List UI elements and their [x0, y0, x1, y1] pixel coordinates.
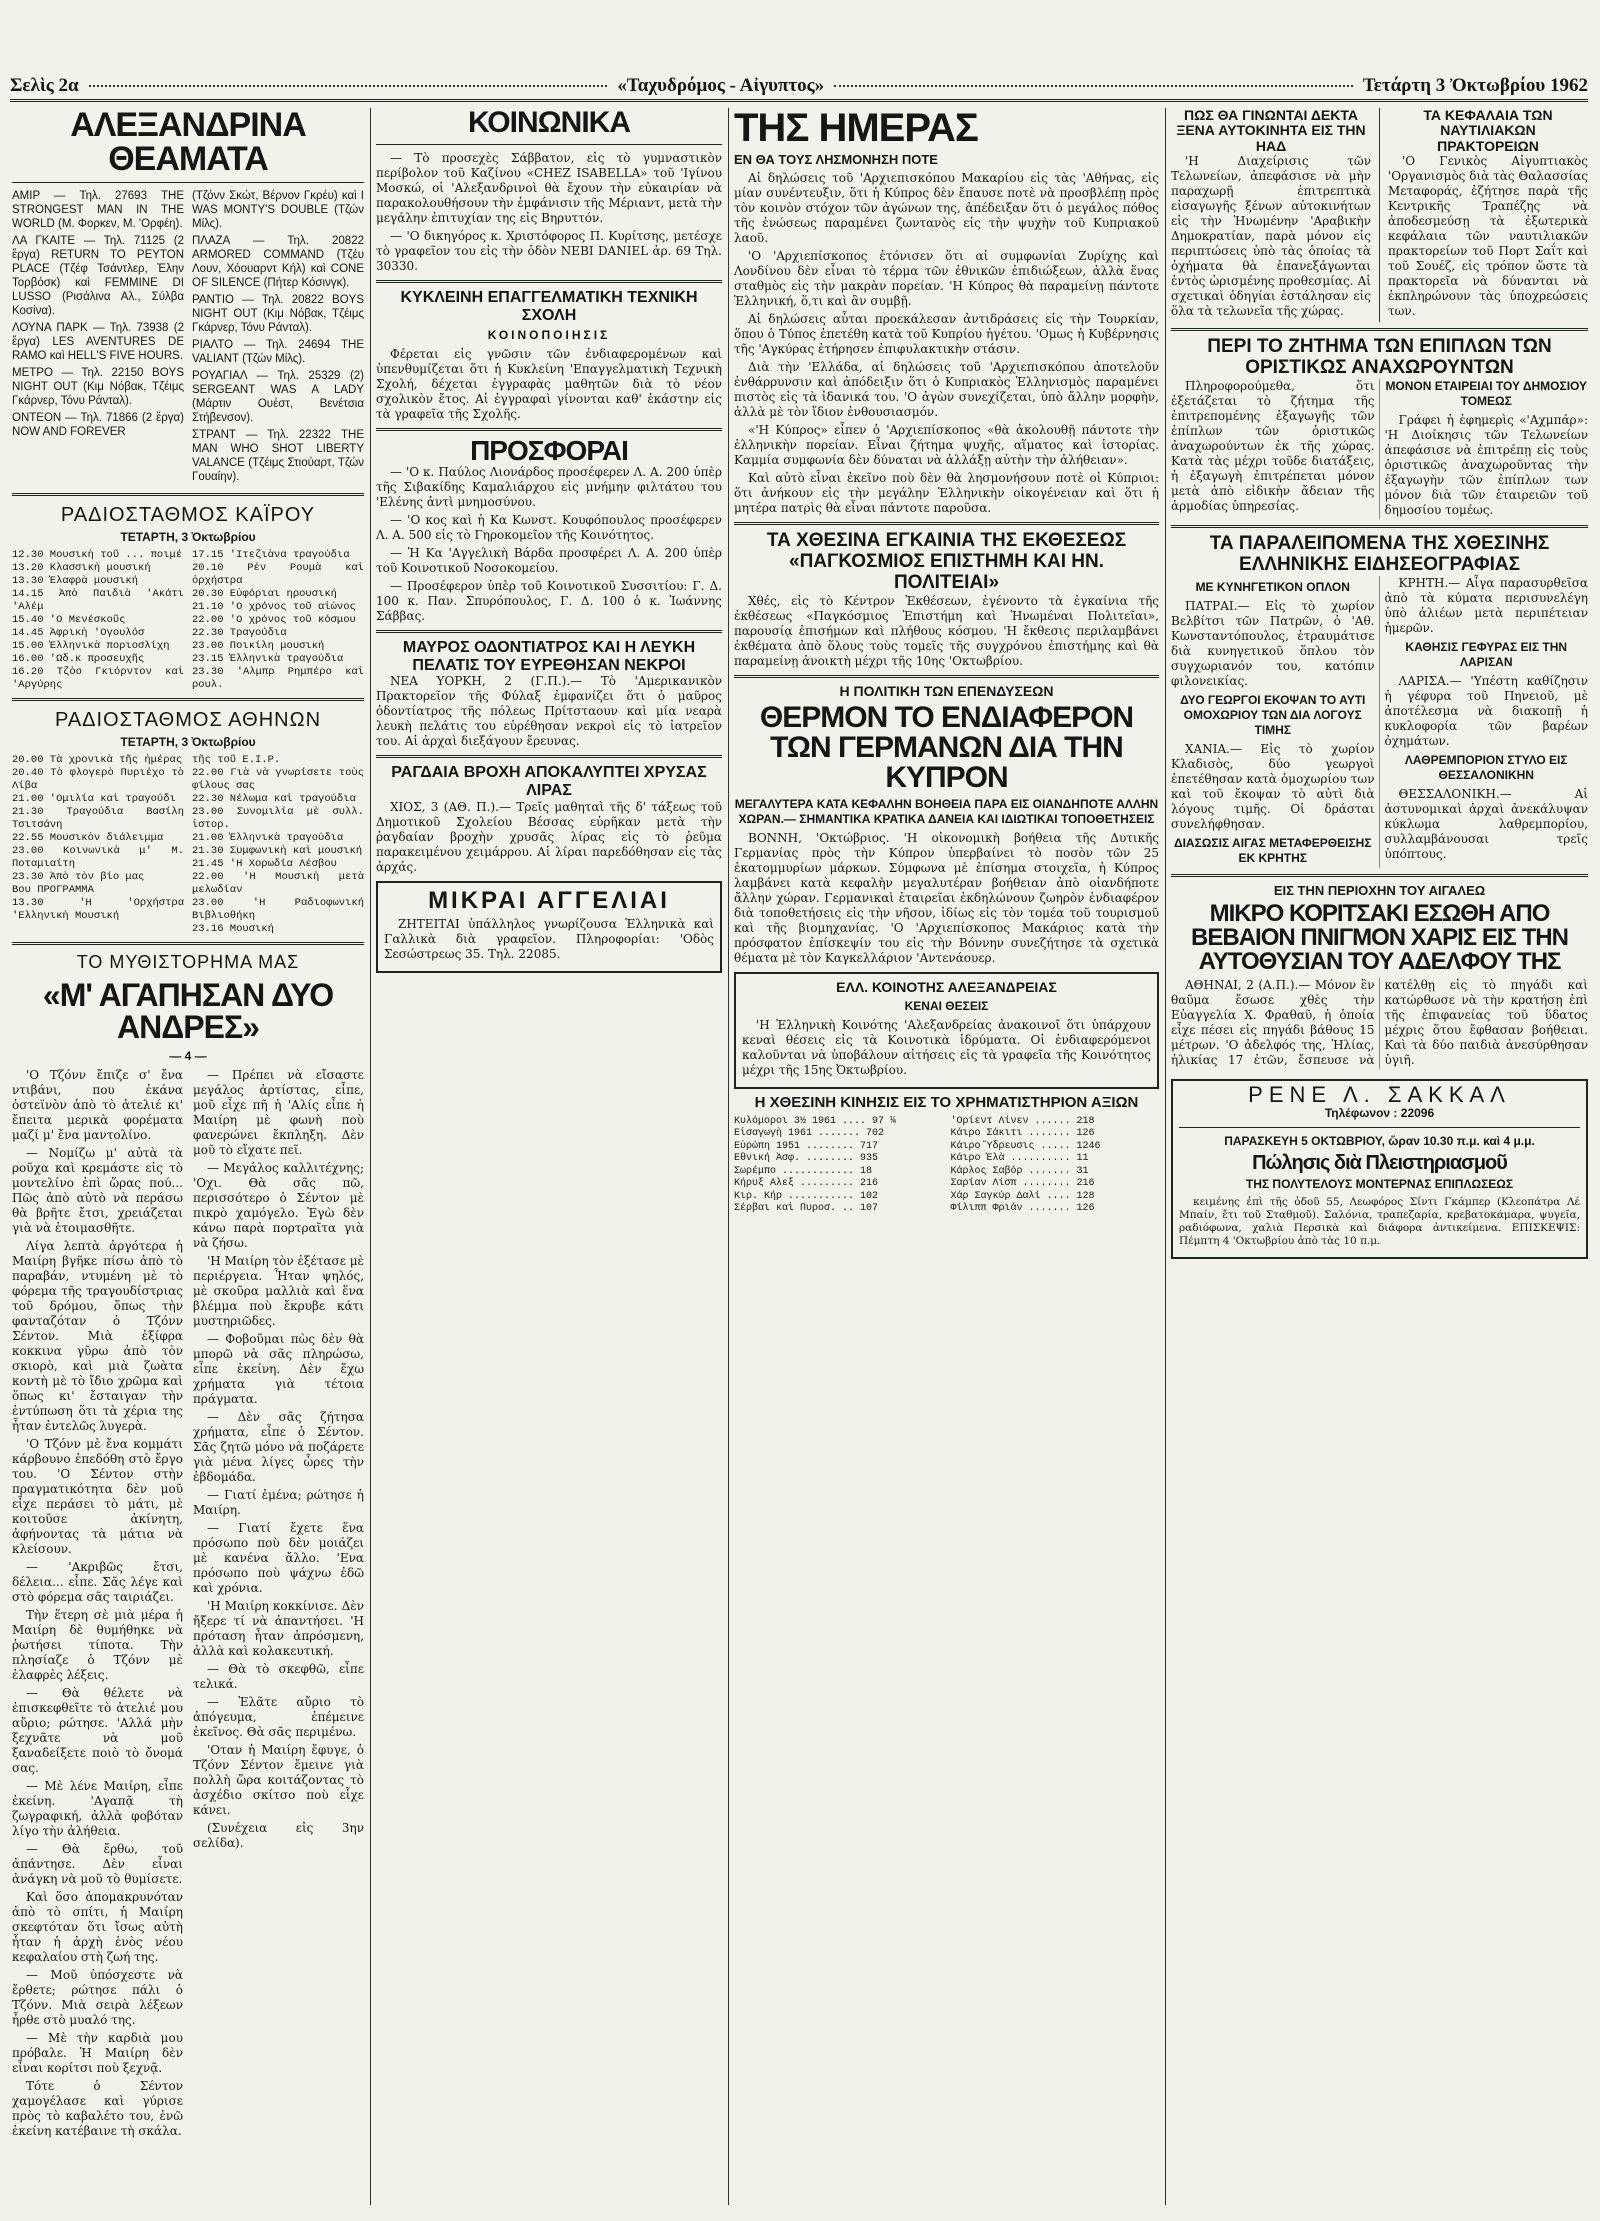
offer-item: — Προσέφερον ὑπὲρ τοῦ Κοινοτικοῦ Συσσιτίου: Γ. Δ. 100 κ. Παν. Σπυρόπουλος, Γ. Δ. 100 ὁ κ. Ἰωάννης Σάββας.: [376, 579, 722, 624]
press-item-heading: ΔΥΟ ΓΕΩΡΓΟΙ ΕΚΟΨΑΝ ΤΟ ΑΥΤΙ ΟΜΟΧΩΡΙΟΥ ΤΩΝ ΔΙΑ ΛΟΓΟΥΣ ΤΙΜΗΣ: [1180, 693, 1366, 738]
cinema-listing: (Τζόνν Σκώτ, Βέρνον Γκρέυ) καὶ I WAS MONTY'S DOUBLE (Τζών Μίλς).: [192, 190, 364, 230]
cinema-list-right: [192, 189, 364, 487]
offer-item: — 'Ο κος καὶ ἡ Κα Κωνστ. Κουφόπουλος προσέφερεν Λ. Α. 500 εἰς τὸ Γηροκομεῖον τῆς Κοινότητος.: [376, 513, 722, 543]
offer-item: — 'Ο κ. Παύλος Λιονάρδος προσέφερεν Λ. Α. 200 ὑπὲρ τῆς Σιβακίδης Καμαλιάρχου εἰς μνήμην φιλτάτου του 'Ελένης ἀντὶ μνημοσύνου.: [376, 465, 722, 510]
editorial-title: ΤΗΣ ΗΜΕΡΑΣ: [734, 108, 978, 150]
editorial-paragraph: Διὰ τὴν 'Ελλάδα, αἱ δηλώσεις τοῦ 'Αρχιεπισκόπου ἀποτελοῦν ἐνθάρρυνσιν καὶ ἀπόδειξιν ὅτι ὁ Κυπριακὸς Ἑλληνισμὸς παραμένει πιστὸς εἰς τὰ ἰδανικά του. 'Ο ἀγὼν συνεχίζεται, ὑπὸ ἄλλην μορφὴν, ἀλλὰ μὲ τὸν ἴδιον ἐνθουσιασμόν.: [734, 360, 1159, 419]
serial-paragraph: 'Ο Τζόνν ἔπιζε σ' ἔνα ντιβάνι, που ἐκάνα ὀστεϊνὸν ἀπὸ τὸ ἀτελιέ κι' ἔπειτα μερικὰ φορέματα μαζί μ' ἔνα μαντολίνο.: [12, 1067, 183, 1142]
cars-paragraph: 'Η Διαχείρισις τῶν Τελωνείων, ἀπεφάσισε νὰ μὴν παραχωρῇ ἐπιτρεπτικὰ εἰσαγωγῆς ξένων αὐτοκινήτων εἰς τὴν Ἡνωμένην 'Αραβικὴν Δημοκρατίαν, παρὰ μόνον εἰς περιπτώσεις ὑπὸ τὰς ὁποίας τὰ ὀχήματα θὰ ἐπανεξάγωνται ἐντὸς ὡρισμένης προθεσμίας. Αἱ σχετικαὶ ὁδηγίαι ἐστάλησαν εἰς ὅλα τὰ τελωνεῖα τῆς χώρας.: [1171, 154, 1371, 319]
serial-paragraph: — Γιατί ἔχετε ἕνα πρόσωπο ποὺ δὲν μοιάζει μὲ κανένα ἄλλο. 'Ενα πρόσωπο ποὺ ψάχνω ἐδῶ καὶ χρόνια.: [193, 1520, 364, 1595]
dentist-text: [376, 674, 722, 749]
column-rule: [728, 108, 729, 2205]
capital-text: [1388, 154, 1588, 319]
divider: [734, 675, 1159, 678]
press-item-heading: ΛΑΘΡΕΜΠΟΡΙΟΝ ΣΤΥΛΟ ΕΙΣ ΘΕΣΣΑΛΟΝΙΚΗΝ: [1404, 753, 1568, 783]
stocks-table: Κυλόμοροι 3½ 1961 .... 97 ¼ Εἰσαγωγὴ 1961 ....... 702 Εὐρώπη 1951 ........ 717 Ἐθνική Ἀσφ. ........ 935 Σωρέμπο ............ 18 Κήρυξ Αλεξ ......... 216 Κιρ. Κήρ ........... 102 Σέρβαι καὶ Πυροσ. .. 107 'Ορίεντ Λίνεν ...... 218 Κάιρο Σάκιτι ....... 126 Κάιρο Ὕδρευσις ..... 1246 Κάιρο Ἐλὰ .......... 11 Κάρλος Σαβόρ ....... 31 Σαρίαν Λίσπ ........ 216 Χάρ Σαγκύρ Δαλί .... 128 Φίλιππ Φριάν ....... 126: [734, 1115, 1101, 1215]
furniture-subhead: ΜΟΝΟΝ ΕΤΑΙΡΕΙΑΙ ΤΟΥ ΔΗΜΟΣΙΟΥ ΤΟΜΕΩΣ: [1385, 378, 1588, 408]
furniture-body: [1171, 379, 1588, 520]
girl-headline: ΜΙΚΡΟ ΚΟΡΙΤΣΑΚΙ ΕΣΩΘΗ ΑΠΟ ΒΕΒΑΙΟΝ ΠΝΙΓΜΟΝ ΧΑΡΙΣ ΕΙΣ ΤΗΝ ΑΥΤΟΘΥΣΙΑΝ ΤΟΥ ΑΔΕΛΦΟΥ ΤΗΣ: [1191, 899, 1568, 975]
theaters-title: ΑΛΕΞΑΝΔΡΙΝΑ ΘΕΑΜΑΤΑ: [70, 108, 306, 178]
cars-text: [1171, 154, 1371, 319]
editorial-paragraph: Αἱ δηλώσεις τοῦ 'Αρχιεπισκόπου Μακαρίου εἰς τὰς 'Αθήνας, εἰς μίαν συνέντευξιν, ὅτι ἡ Κύπρος δὲν ἔπαυσε ποτὲ νὰ προσβλέπῃ πρὸς τὸν κοινὸν στόχον τῶν ἀγώνων της, ἀπέδειξαν ὅτι ὁ μεγάλος πόθος τῆς ἑνώσεως παραμένει ζωντανὸς εἰς τὴν ψυχὴν τοῦ Κυπριακοῦ λαοῦ.: [734, 171, 1159, 245]
invest-paragraph: ΒΟΝΝΗ, 'Οκτώβριος. 'Η οἰκονομικὴ βοήθεια τῆς Δυτικῆς Γερμανίας πρὸς τὴν Κύπρον ὑπερβαίνει τὸ ποσὸν τῶν 25 ἑκατομμυρίων μάρκων. Σύμφωνα μὲ ἐπίσημα στοιχεῖα, ἡ Κύπρος λαμβάνει κατὰ κεφαλὴν μεγαλυτέραν βοήθειαν ἀπὸ οἱανδήποτε ἄλλην χώραν. Γερμανικαὶ ἑταιρεῖαι ἐκδηλώνουν ζωηρὸν ἐνδιαφέρον διὰ τοποθετήσεις εἰς τὴν νῆσον, ἰδίως εἰς τὸν τομέα τοῦ τουρισμοῦ καὶ τῆς βιομηχανίας. 'Ο 'Αρχιεπίσκοπος Μακάριος κατὰ τὴν πρόσφατον ἐπίσκεψίν του εἰς τὴν Βόννην συνεζήτησε τὰ σχετικὰ θέματα μὲ τὸν Καγκελλάριον 'Αντενάουερ.: [734, 830, 1159, 965]
press-item-heading: ΔΙΑΣΩΣΙΣ ΑΙΓΑΣ ΜΕΤΑΦΕΡΘΕΙΣΗΣ ΕΚ ΚΡΗΤΗΣ: [1173, 836, 1372, 866]
editorial-body: [734, 171, 1159, 516]
serial-paragraph: — Φοβοῦμαι πὼς δὲν θὰ μπορῶ νὰ σᾶς πληρώσω, εἶπε ἐκείνη. Δὲν ἔχω χρήματα γιὰ τέτοια πράγματα.: [193, 1331, 364, 1406]
school-title: ΚΥΚΛΕΙΝΗ ΕΠΑΓΓΕΛΜΑΤΙΚΗ ΤΕΧΝΙΚΗ ΣΧΟΛΗ: [400, 289, 698, 324]
cinema-listing: ΡΙΑΛΤΟ — Τηλ. 24694 THE VALIANT (Τζών Μίλς).: [192, 339, 364, 365]
serial-paragraph: 'Οταν ἡ Μαιίρη ἔφυγε, ὁ Τζόνν Σέντον ἔμεινε γιὰ πολλὴ ὥρα κοιτάζοντας τὸ ἀσχέδιο σκίτσο ποὺ εἶχε κάνει.: [193, 1742, 364, 1817]
column-rule: [1165, 108, 1166, 2205]
serial-section-title: ΤΟ ΜΥΘΙΣΤΟΡΗΜΑ ΜΑΣ: [76, 952, 300, 972]
girl-paragraph: ΑΘΗΝΑΙ, 2 (Α.Π.).— Μόνον ἓν θαῦμα ἔσωσε χθὲς τὴν Εὐαγγελία Χ. Φραθαῦ, ἡ ὁποία εἶχε πέσει εἰς πηγάδι βάθους 15 μέτρων. 'Ο ἀδελφός της, Ἠλίας, ἡλικίας 17 ἐτῶν, ἔσπευσε νὰ κατέλθῃ εἰς τὸ πηγάδι καὶ κατώρθωσε νὰ τὴν κρατήσῃ ἐπὶ τῆς ἐπιφανείας τοῦ ὕδατος μέχρις ὅτου ἔφθασαν βοήθειαι. Καὶ τὰ δύο παιδιὰ ἀνεσύρθησαν ὑγιῆ.: [1171, 977, 1588, 1067]
radio-athens-day: ΤΕΤΑΡΤΗ, 3 Ὀκτωβρίου: [120, 735, 256, 749]
issue-date: Τετάρτη 3 Ὀκτωβρίου 1962: [1362, 74, 1589, 96]
serial-paragraph: — Δὲν σᾶς ζήτησα χρήματα, εἶπε ὁ Σέντον. Σᾶς ζητῶ μόνο νὰ ποζάρετε γιὰ μένα λίγες ὧρες τὴν ἑβδομάδα.: [193, 1409, 364, 1484]
editorial-paragraph: Αἱ δηλώσεις αὗται προεκάλεσαν ἀντιδράσεις εἰς τὴν Τουρκίαν, ὅπου ὁ Τύπος ἐπετέθη κατὰ τοῦ Κυπρίου ἡγέτου. 'Ομως ἡ Κυβέρνησις τῆς 'Αγκύρας ἐτήρησεν ἐπιφυλακτικὴν στάσιν.: [734, 312, 1159, 356]
serial-paragraph: — Μὲ λένε Μαιίρη, εἶπε ἐκείνη. 'Αγαπᾷ τὴ ζωγραφική, ἀλλὰ φοβόταν λίγο τὴν ἀλήθεια.: [12, 1778, 183, 1838]
divider: [12, 942, 364, 945]
divider: [1171, 328, 1588, 331]
rain-headline: ΡΑΓΔΑΙΑ ΒΡΟΧΗ ΑΠΟΚΑΛΥΠΤΕΙ ΧΡΥΣΑΣ ΛΙΡΑΣ: [391, 764, 707, 799]
invest-deck: ΜΕΓΑΛΥΤΕΡΑ ΚΑΤΑ ΚΕΦΑΛΗΝ ΒΟΗΘΕΙΑ ΠΑΡΑ ΕΙΣ ΟΙΑΝΔΗΠΟΤΕ ΑΛΛΗΝ ΧΩΡΑΝ.— ΣΗΜΑΝΤΙΚΑ ΚΡΑΤΙΚΑ ΔΑΝΕΙΑ ΚΑΙ ΙΔΙΩΤΙΚΑΙ ΤΟΠΟΘΕΤΗΣΕΙΣ: [734, 796, 1159, 826]
auction-ad-paragraph: κειμένης ἐπὶ τῆς ὁδοῦ 55, Λεωφόρος Σίντι Γκάμπερ (Κλεοπάτρα Λέ Μπαίν, ἔτι τοῦ Σταθμοῦ). Σαλόνια, τραπεζαρία, κρεβατοκάμαρα, ψυγεῖα, ραδιόφωνα, χαλιὰ Περσικὰ καὶ διάφορα ἀντικείμενα. ΕΠΙΣΚΕΨΙΣ: Πέμπτη 4 'Οκτωβρίου ἀπὸ τὰς 10 π.μ.: [1179, 1196, 1580, 1248]
serial-paragraph: — Πρέπει νὰ εἴσαστε μεγάλος ἀρτίστας, εἶπε, μοῦ εἶχε πῆ ἡ 'Αλίς εἶπε ἡ Μαιίρη μὲ φωνὴ ποὺ φανερώνει ἔκπληξη. Δὲν μοῦ τὸ εἴχατε πεῖ.: [193, 1067, 364, 1157]
cinema-list-left: [12, 189, 184, 487]
serial-body: [12, 1068, 364, 2142]
serial-paragraph: — Ἐλᾶτε αὔριο τὸ ἀπόγευμα, ἐπέμεινε ἐκεῖνος. Θὰ σᾶς περιμένω.: [193, 1694, 364, 1739]
paper-name: «Ταχυδρόμος - Αἰγυπτος»: [617, 74, 825, 96]
masthead-dots: [89, 85, 608, 87]
editorial-subtitle: ΕΝ ΘΑ ΤΟΥΣ ΛΗΣΜΟΝΗΣΗ ΠΟΤΕ: [734, 152, 938, 167]
divider: [12, 182, 364, 183]
press-item-text: ΠΑΤΡΑΙ.— Εἰς τὸ χωρίον Βελβίτσι τῶν Πατρῶν, ὁ 'Αθ. Κωνσταντόπουλος, ἐτραυμάτισε διὰ κυνηγετικοῦ ὅπλου τὸν συγχωριανόν του, κατόπιν φιλονεικίας.: [1171, 599, 1375, 689]
community-title: ΕΛΛ. ΚΟΙΝΟΤΗΣ ΑΛΕΞΑΝΔΡΕΙΑΣ: [836, 978, 1057, 995]
column-social: [376, 108, 722, 2205]
radio-cairo-schedule: [12, 549, 364, 692]
press-item-text: ΚΡΗΤΗ.— Αἶγα παρασυρθεῖσα ἀπὸ τὰ κύματα περισυνελέγη ὑπὸ ἁλιέων μετὰ περιπέτειαν ἡμερῶν.: [1384, 576, 1588, 636]
serial-paragraph: — Γιατί ἐμένα; ρώτησε ἡ Μαιίρη.: [193, 1487, 364, 1517]
auction-ad-name: ΡΕΝΕ Λ. ΣΑΚΚΑΛ: [1248, 1082, 1511, 1108]
auction-ad-date: ΠΑΡΑΣΚΕΥΗ 5 ΟΚΤΩΒΡΙΟΥ, ὥραν 10.30 π.μ. καὶ 4 μ.μ.: [1224, 1134, 1535, 1149]
girl-text: [1171, 978, 1588, 1070]
social-item: — 'Ο δικηγόρος κ. Χριστόφορος Π. Κυρίτσης, μετέσχε τὸ γραφεῖον του εἰς τὴν ὁδὸν NEBI DANIEL ἀρ. 69 Τηλ. 30330.: [376, 229, 722, 273]
expo-text: [734, 594, 1159, 669]
divider: [376, 280, 722, 283]
radio-athens-left: 20.00 Τὰ χρονικὰ τῆς ἡμέρας 20.40 Τὸ φλογερὸ Πυριέχο τὸ Λίβα 21.00 'Ομιλία καὶ τραγούδι 21.30 Τραγούδια Βασίλη Τσιτσάνη 22.55 Μουσικὸν διάλειμμα 23.00 Κοινωνικὰ μ' Μ. Ποταμιαίτη 23.30 Ἀπὸ τὸν βίο μας Βου ΠΡΟΓΡΑΜΜΑ 13.30 'Η 'Ορχήστρα 'Ελληνικὴ Μουσική: [12, 754, 184, 922]
press-item-text: ΛΑΡΙΣΑ.— 'Υπέστη καθίζησιν ἡ γέφυρα τοῦ Πηνειοῦ, μὲ ἀποτέλεσμα νὰ διακοπῇ ἡ κυκλοφορία τῶν βαρέων ὀχημάτων.: [1384, 674, 1588, 749]
expo-paragraph: Χθές, εἰς τὸ Κέντρον Ἐκθέσεων, ἐγένοντο τὰ ἐγκαίνια τῆς ἐκθέσεως «Παγκόσμιος Ἐπιστήμη καὶ Ἡνωμέναι Πολιτεῖαι», παρουσίᾳ ἐπισήμων καὶ πλήθους κόσμου. 'Η ἔκθεσις περιλαμβάνει ἐκθέματα ἀπὸ ὅλους τοὺς τομεῖς τῆς συγχρόνου ἐπιστήμης καὶ θὰ παραμείνῃ ἀνοικτὴ μέχρι τῆς 10ης 'Οκτωβρίου.: [734, 593, 1159, 668]
small-ads-box: [376, 881, 722, 973]
masthead-dots-right: [834, 85, 1353, 87]
invest-headline: ΘΕΡΜΟΝ ΤΟ ΕΝΔΙΑΦΕΡΟΝ ΤΩΝ ΓΕΡΜΑΝΩΝ ΔΙΑ ΤΗΝ ΚΥΠΡΟΝ: [759, 700, 1134, 794]
column-news: [1171, 108, 1588, 2205]
small-ads-paragraph: ΖΗΤΕΙΤΑΙ ὑπάλληλος γνωρίζουσα Ἑλληνικὰ καὶ Γαλλικὰ διὰ γραφεῖον. Πληροφορίαι: 'Οδὸς Σεσώστρεως 35. Τηλ. 22085.: [384, 916, 714, 961]
divider: [1179, 1127, 1580, 1128]
serial-paragraph: — Μοῦ ὑπόσχεστε νὰ ἔρθετε; ρώτησε πάλι ὁ Τζόνν. Μιὰ σειρὰ λέξεων ἦρθε στὸ μυαλό της.: [12, 1967, 183, 2027]
rain-text: [376, 800, 722, 875]
serial-paragraph: (Συνέχεια εἰς 3ην σελίδα).: [193, 1820, 364, 1850]
community-text: [742, 1018, 1151, 1078]
invest-kicker: Η ΠΟΛΙΤΙΚΗ ΤΩΝ ΕΠΕΝΔΥΣΕΩΝ: [839, 682, 1054, 699]
press-item-heading: ΚΑΘΗΣΙΣ ΓΕΦΥΡΑΣ ΕΙΣ ΤΗΝ ΛΑΡΙΣΑΝ: [1405, 640, 1568, 670]
cars-story: [1171, 108, 1371, 322]
radio-athens-schedule: [12, 754, 364, 936]
small-ads-title: ΜΙΚΡΑΙ ΑΓΓΕΛΙΑΙ: [428, 886, 670, 914]
serial-name: «Μ' ΑΓΑΠΗΣΑΝ ΔΥΟ ΑΝΔΡΕΣ»: [42, 976, 334, 1045]
radio-athens-title: ΡΑΔΙΟΣΤΑΘΜΟΣ ΑΘΗΝΩΝ: [54, 709, 322, 731]
column-rule: [1379, 108, 1380, 322]
girl-kicker: ΕΙΣ ΤΗΝ ΠΕΡΙΟΧΗΝ ΤΟΥ ΑΙΓΑΛΕΩ: [1273, 882, 1486, 898]
cinema-listing: ΜΕΤΡΟ — Τηλ. 22150 BOYS NIGHT OUT (Κιμ Νόβακ, Τζέιμς Γκάρνερ, Τόνυ Ράνταλ).: [12, 367, 184, 407]
community-subtitle: ΚΕΝΑΙ ΘΕΣΕΙΣ: [904, 999, 989, 1014]
auction-ad: [1171, 1079, 1588, 1259]
serial-paragraph: — Θὰ τὸ σκεφθῶ, εἶπε τελικά.: [193, 1661, 364, 1691]
cinema-listing: ΠΛΑΖΑ — Τηλ. 20822 ARMORED COMMAND (Τζέυ Λουν, Χόουαρντ Κήλ) καὶ CONE OF SILENCE (Πήτερ Κόσινγκ).: [192, 235, 364, 289]
cinema-listings: [12, 189, 364, 487]
serial-paragraph: Καὶ ὅσο ἀπομακρυνόταν ἀπὸ τὸ σπίτι, ἡ Μαιίρη σκεφτόταν ὅτι ἴσως αὐτὴ ἦταν ἡ ἀρχὴ ἑνὸς νέου κεφαλαίου στὴ ζωή της.: [12, 1889, 183, 1964]
auction-ad-headline: Πώλησις διὰ Πλειστηριασμοῦ: [1252, 1152, 1507, 1175]
furniture-paragraph-2: Γράφει ἡ ἐφημερὶς «'Αχμπάρ»: 'Η Διοίκησις τῶν Τελωνείων ἀπεφάσισε νὰ ἐπιτρέπῃ εἰς τοὺς ὁριστικῶς ἀναχωροῦντας τὴν ἐξαγωγὴν τῶν ἐπίπλων των μόνον διὰ τῶν ἑταιρειῶν τοῦ δημοσίου τομέως.: [1384, 412, 1588, 517]
cinema-listing: ΛΑ ΓΚΑΙΤΕ — Τηλ. 71125 (2 ἔργα) RETURN TO PEYTON PLACE (Τζέφ Τσάντλερ, Ἐλην Τορβόσκ) καὶ FEMMINE DI LUSSO (Ρισάλινα Αλ., Σύλβα Κοσίνα).: [12, 235, 184, 317]
divider: [376, 428, 722, 431]
serial-paragraph: 'Η Μαιίρη κοκκίνισε. Δὲν ἤξερε τί νὰ ἀπαντήσει. 'Η πρόταση ἦταν ἀπρόσμενη, ἀλλὰ καὶ κολακευτική.: [193, 1598, 364, 1658]
stocks-headline: Η ΧΘΕΣΙΝΗ ΚΙΝΗΣΙΣ ΕΙΣ ΤΟ ΧΡΗΜΑΤΙΣΤΗΡΙΟΝ ΑΞΙΩΝ: [754, 1094, 1139, 1112]
serial-paragraph: — Νομίζω μ' αὐτὰ τὰ ροῦχα καὶ κρεμάστε εἰς τὸ μοντελίνο ἐπὶ ὥρας πού... Πῶς ἀπὸ αὐτὸ νὰ περάσω θὰ βρῆτε ἔτσι, χρειάζεται γιὰ νὰ ἑτοιμασθῆτε.: [12, 1145, 183, 1235]
editorial-paragraph: 'Ο 'Αρχιεπίσκοπος ἐτόνισεν ὅτι αἱ συμφωνίαι Ζυρίχης καὶ Λονδίνου δὲν εἶναι τὸ τέρμα τῶν ἐθνικῶν ἐπιδιώξεων, ἀλλὰ ἕνας σταθμὸς εἰς τὴν μακρὰν πορείαν. 'Η Κύπρος θὰ παραμείνῃ πάντοτε Ἑλληνική, ὅ,τι καὶ ἂν συμβῇ.: [734, 249, 1159, 308]
editorial-paragraph: Καὶ αὐτὸ εἶναι ἐκεῖνο ποὺ δὲν θὰ λησμονήσουν ποτὲ οἱ Κύπριοι: ὅτι ἀνήκουν εἰς τὴν μεγάλην Ἑλληνικὴν οἰκογένειαν καὶ ὅτι ἡ μητέρα πατρὶς θὰ εἶναι πάντοτε παροῦσα.: [734, 471, 1159, 515]
auction-ad-phone: Τηλέφωνον : 22096: [1324, 1106, 1435, 1121]
radio-cairo-title: ΡΑΔΙΟΣΤΑΘΜΟΣ ΚΑΪΡΟΥ: [60, 504, 316, 526]
divider: [1171, 525, 1588, 528]
divider: [376, 630, 722, 633]
column-rule: [370, 108, 371, 2205]
serial-paragraph: Τότε ὁ Σέντον χαμογέλασε καὶ γύρισε πρὸς τὸ καβαλέτο του, ἐνῶ ἐκείνη κατέβαινε τὴ σκάλα.: [12, 2078, 183, 2138]
divider: [376, 755, 722, 758]
auction-ad-subtitle: ΤΗΣ ΠΟΛΥΤΕΛΟΥΣ ΜΟΝΤΕΡΝΑΣ ΕΠΙΠΛΩΣΕΩΣ: [1245, 1177, 1514, 1192]
school-subtitle: ΚΟΙΝΟΠΟΙΗΣΙΣ: [487, 328, 611, 343]
divider: [12, 493, 364, 496]
divider: [734, 522, 1159, 525]
serial-paragraph: — Μὲ τὴν καρδιὰ μου πρόβαλε. Ἡ Μαιίρη δὲν εἶναι κορίτσι ποὺ ξεχνᾷ.: [12, 2030, 183, 2075]
column-theaters-radio-serial: [12, 108, 364, 2205]
serial-paragraph: Τὴν ἕτερη σὲ μιὰ μέρα ἡ Μαιίρη δὲ θυμήθηκε νὰ ῥωτήσει τίποτα. Τὴν πλησίαζε ὁ Τζόνν μὲ ἐλαφρὲς λέξεις.: [12, 1607, 183, 1682]
press-item-heading: ΜΕ ΚΥΝΗΓΕΤΙΚΟΝ ΟΠΛΟΝ: [1195, 580, 1350, 595]
furniture-paragraph: Πληροφορούμεθα, ὅτι ἐξετάζεται τὸ ζήτημα τῆς ἐπιτρεπομένης ἐξαγωγῆς τῶν ἐπίπλων τῶν ὁριστικῶς ἀναχωρούντων ἐκ τῆς χώρας. Κατὰ τὰς μέχρι τοῦδε διατάξεις, ἡ ἐξαγωγὴ ἐπιτρέπεται μόνον μετὰ ἀπὸ εἰδικὴν ἄδειαν τῆς ἁρμοδίας ὑπηρεσίας.: [1171, 378, 1375, 513]
cars-headline: ΠΩΣ ΘΑ ΓΙΝΩΝΤΑΙ ΔΕΚΤΑ ΞΕΝΑ ΑΥΤΟΚΙΝΗΤΑ ΕΙΣ ΤΗΝ ΗΑΔ: [1176, 108, 1366, 154]
serial-episode: — 4 —: [169, 1048, 207, 1063]
serial-text-left: [12, 1068, 183, 2142]
cinema-listing: ΟΝΤΕΟΝ — Τηλ. 71866 (2 ἔργα) NOW AND FOREVER: [12, 412, 184, 438]
serial-paragraph: Λίγα λεπτὰ ἀργότερα ἡ Μαιίρη βγῆκε πίσω ἀπὸ τὸ παραβάν, ντυμένη μὲ τὸ φόρεμα τῆς τραγουδίστριας τοῦ δρόμου, ὅπως τὴν φανταζόταν ὁ Τζόνν Σέντον. Μιὰ ἐξίφρα κοκκινα γῦρω ἀπὸ τὸν σκιορὸ, καὶ μιὰ ζωὰτα κοντὴ μὲ τὸ ἴδιο χρῶμα καὶ ὅπως κι' ἔσταιγαν τὴν ἐντύπωση ὅτι τὰ χέρια της ἦταν ἐντελῶς λυγερὰ.: [12, 1238, 183, 1433]
column-editorial: [734, 108, 1159, 2205]
school-text: [376, 347, 722, 422]
divider: [1171, 874, 1588, 877]
small-ads-text: [384, 917, 714, 962]
page-number: Σελὶς 2α: [10, 74, 79, 96]
offers-items: [376, 465, 722, 624]
community-box: [734, 972, 1159, 1089]
social-title: ΚΟΙΝΩΝΙΚΑ: [467, 108, 630, 139]
radio-cairo-right: 17.15 'Ιτεζιὰνα τραγούδια 20.10 Ρέν Ρουμὰ καὶ ὀρχήστρα 20.30 Εὐφόριαι ηρουσική 21.10 'Ο χρόνος τοῦ αἰώνος 22.00 'Ο χρόνος τοῦ κόσμου 22.30 Τραγούδια 23.00 Ποικίλη μουσική 23.15 Ἐλληνικὰ τραγούδια 23.30 'Αλμπρ Ρημπέρο καὶ ρουλ.: [192, 549, 364, 691]
cinema-listing: ΡΟΥΑΓΙΑΛ — Τηλ. 25329 (2) SERGEANT WAS A LADY (Μάρτιν Ουέστ, Βενέτσια Στήβενσον).: [192, 370, 364, 424]
press-items: [1171, 576, 1588, 868]
radio-athens-right: τῆς τοῦ Ε.Ι.Ρ. 22.00 Γιὰ νὰ γνωρίσετε τοὺς φίλους σας 22.30 Νέλωμα καὶ τραγούδια 23.00 Συνομιλία μὲ συλλ. ἱστορ. 21.00 Ἐλληνικὰ τραγούδια 21.30 Συμφωνικὴ καὶ μουσική 21.45 'Η Χορωδία Λέσβου 22.00 'Η Μουσικὴ μετὰ μελωδίαν 23.00 'Η Ραδιοφωνική Βιβλιοθήκη 23.16 Μουσική: [192, 754, 364, 935]
cinema-listing: ΛΟΥΝΑ ΠΑΡΚ — Τηλ. 73938 (2 ἔργα) LES AVENTURES DE RAMO καὶ HELL'S FIVE HOURS.: [12, 322, 184, 362]
divider: [376, 144, 722, 145]
divider: [12, 698, 364, 701]
cinema-listing: AMIP — Τηλ. 27693 THE STRONGEST MAN IN THE WORLD (Μ. Φορκεν, Μ. 'Ορφέη).: [12, 190, 184, 230]
serial-paragraph: 'Η Μαιίρη τὸν ἐξέτασε μὲ περιέργεια. Ἦταν ψηλός, μὲ σκοῦρα μαλλιὰ καὶ ἕνα βλέμμα ποὺ ἔκρυβε κάτι μυστηριῶδες.: [193, 1253, 364, 1328]
press-headline: ΤΑ ΠΑΡΑΛΕΙΠΟΜΕΝΑ ΤΗΣ ΧΘΕΣΙΝΗΣ ΕΛΛΗΝΙΚΗΣ ΕΙΔΗΣΕΟΓΡΑΦΙΑΣ: [1209, 533, 1550, 576]
capital-paragraph: 'Ο Γενικὸς Αἰγυπτιακὸς 'Οργανισμὸς διὰ τὰς Θαλασσίας Μεταφοράς, ἐζήτησε παρὰ τῆς Κεντρικῆς Τραπέζης νὰ ἀποδεσμεύσῃ τὰ ἐξωτερικὰ κεφάλαια τῶν ναυτιλιακῶν πρακτορείων τοῦ Πορτ Σαΐτ καὶ τοῦ Σουέζ, εἰς τρόπον ὥστε τὰ πρακτορεῖα νὰ δύνανται νὰ ἐκπληρώνουν τὰς ὑποχρεώσεις των.: [1388, 154, 1588, 319]
press-item-text: ΘΕΣΣΑΛΟΝΙΚΗ.— Αἱ ἀστυνομικαὶ ἀρχαὶ ἀνεκάλυψαν κύκλωμα λαθρεμπορίου, συλλαμβάνουσαι τρεῖς ὑπόπτους.: [1384, 787, 1588, 862]
masthead: [10, 72, 1588, 102]
radio-cairo-left: 12.30 Μουσικὴ τοῦ ... ποιμέ 13.20 Κλασσικὴ μουσική 13.30 Ἐλαφρὰ μουσική 14.15 Ἀπὸ Παιδιὰ 'Ακάτι 'Αλέμ 15.40 'Ο Μενέσκοῦς 14.45 Ἀφρικὴ 'Ογουλόσ 15.00 Ἐλληνικὰ ποριοσλίχη 16.00 'Ωδ.κ προσευχῆς 16.20 Τζὸο Γκιόρντον καὶ 'Αργύρης: [12, 549, 184, 691]
furniture-headline: ΠΕΡΙ ΤΟ ΖΗΤΗΜΑ ΤΩΝ ΕΠΙΠΛΩΝ ΤΩΝ ΟΡΙΣΤΙΚΩΣ ΑΝΑΧΩΡΟΥΝΤΩΝ: [1207, 336, 1552, 379]
cinema-listing: ΡΑΝΤΙΟ — Τηλ. 20822 BOYS NIGHT OUT (Κιμ Νόβακ, Τζέιμς Γκάρνερ, Τόνυ Ράνταλ).: [192, 294, 364, 334]
serial-paragraph: — Μεγάλος καλλιτέχνης; 'Οχι. Θὰ σᾶς πῶ, περισσότερο ὁ Σέντον μὲ πικρὸ χαμόγελο. Ἐγὼ δὲν κάνω παρὰ πορτραῖτα γιὰ νὰ ζήσω.: [193, 1160, 364, 1250]
dentist-headline: ΜΑΥΡΟΣ ΟΔΟΝΤΙΑΤΡΟΣ ΚΑΙ Η ΛΕΥΚΗ ΠΕΛΑΤΙΣ ΤΟΥ ΕΥΡΕΘΗΣΑΝ ΝΕΚΡΟΙ: [402, 639, 696, 674]
radio-cairo-day: ΤΕΤΑΡΤΗ, 3 Ὀκτωβρίου: [120, 530, 256, 544]
serial-paragraph: 'Ο Τζόνν μὲ ἔνα κομμάτι κάρβουνο ἐπεδόθη στὸ ἔργο του. 'Ο Σέντον στὴν πραγματικότητα δὲν μοῦ εἶχε περάσει τὸ μάτι, μὲ κοιτοῦσε ἀκίνητη, ἀφήνοντας τὰ μάτια νὰ κλείσουν.: [12, 1436, 183, 1556]
top-news-pair: [1171, 108, 1588, 322]
social-item: — Τὸ προσεχὲς Σάββατον, εἰς τὸ γυμναστικὸν περίβολον τοῦ Καζίνου «CHEZ ISABELLA» τοῦ 'Ιγίνου Μοσκώ, οἱ 'Αλεξανδρινοὶ θὰ ἔχουν τὴν εὐκαιρίαν νὰ παρακολουθήσουν τὴν ἐμφάνισιν τῆς Μέριαντ, μετὰ τὴν μεγάλην ἐπιτυχίαν της εἰς Βηρυττόν.: [376, 151, 722, 225]
rain-paragraph: ΧΙΟΣ, 3 (ΑΘ. Π.).— Τρεῖς μαθηταὶ τῆς δ' τάξεως τοῦ Δημοτικοῦ Σχολείου Βέσσας εὑρῆκαν μετὰ τὴν ῥαγδαίαν βροχὴν χρυσᾶς λίρας εἰς τὸ ῥεῦμα παρακειμένου χειμάρρου. Αἱ λίραι παρεδόθησαν εἰς τὰς ἀρχάς.: [376, 799, 722, 874]
invest-text: [734, 831, 1159, 966]
cinema-listing: ΣΤΡΑΝΤ — Τηλ. 22322 THE MAN WHO SHOT LIBERTY VALANCE (Τζέιμς Στιούαρτ, Τζών Γουαίην).: [192, 429, 364, 483]
capital-story: [1388, 108, 1588, 322]
capital-headline: ΤΑ ΚΕΦΑΛΑΙΑ ΤΩΝ ΝΑΥΤΙΛΙΑΚΩΝ ΠΡΑΚΤΟΡΕΙΩΝ: [1423, 108, 1553, 154]
editorial-paragraph: «'Η Κύπρος» εἶπεν ὁ 'Αρχιεπίσκοπος «θὰ ἀκολουθῇ πάντοτε τὴν ἑλληνικὴν πορείαν. Εἶναι ζήτημα ψυχῆς, αἵματος καὶ ἱστορίας. Καμμία συμφωνία δὲν δύναται νὰ ἀλλάξῃ αὐτὴν τὴν ἀλήθειαν».: [734, 423, 1159, 467]
dentist-paragraph: ΝΕΑ ΥΟΡΚΗ, 2 (Γ.Π.).— Τὸ 'Αμερικανικὸν Πρακτορεῖον τῆς Φύλαξ ἐμφανίζει ὅτι ὁ μαῦρος ὀδοντίατρος τῆς πόλεως Πρίτσταουν καὶ μία νεαρὰ λευκὴ πελάτις του εὑρέθησαν νεκροὶ εἰς τὸ ἰατρεῖον του. Αἱ ἀρχαὶ διεξάγουν ἔρευνας.: [376, 674, 722, 749]
community-paragraph: 'Η Ἐλληνικὴ Κοινότης 'Αλεξανδρείας ἀνακοινοῖ ὅτι ὑπάρχουν κεναὶ θέσεις εἰς τὰ Κοινοτικὰ ἱδρύματα. Οἱ ἐνδιαφερόμενοι καλοῦνται νὰ ὑποβάλουν αἰτήσεις εἰς τὰ γραφεῖα τῆς Κοινότητος μέχρι τῆς 15ης Ὀκτωβρίου.: [742, 1018, 1151, 1078]
serial-paragraph: — Θὰ θέλετε νὰ ἐπισκεφθεῖτε τὸ ἀτελιέ μου αὔριο; ρώτησε. 'Αλλά μὴν ξεχνᾶτε νὰ μοῦ ξαναδείξετε ποιὸ τὸ ὄνομά σας.: [12, 1685, 183, 1775]
offer-item: — Ἡ Κα 'Αγγελικὴ Βάρδα προσφέρει Λ. Α. 200 ὑπὲρ τοῦ Κοινοτικοῦ Νοσοκομείου.: [376, 546, 722, 576]
social-items: [376, 151, 722, 274]
offers-title: ΠΡΟΣΦΟΡΑΙ: [470, 435, 628, 467]
serial-paragraph: — 'Ακριβῶς ἔτσι, δέλεια... εἶπε. Σᾶς λέγε καὶ στὸ φόρεμα σᾶς ταιριάζει.: [12, 1559, 183, 1604]
press-item-text: ΧΑΝΙΑ.— Εἰς τὸ χωρίον Κλαδισὸς, δύο γεωργοὶ ἐπετέθησαν κατὰ ὁμοχωρίου των καὶ τοῦ ἔκοψαν τὸ αὐτὶ διὰ λόγους τιμῆς. Οἱ δράσται συνελήφθησαν.: [1171, 742, 1375, 832]
serial-paragraph: — Θὰ ἔρθω, τοῦ ἀπάντησε. Δὲν εἶναι ἀνάγκη νὰ μοῦ τὸ θυμίσετε.: [12, 1841, 183, 1886]
expo-headline: ΤΑ ΧΘΕΣΙΝΑ ΕΓΚΑΙΝΙΑ ΤΗΣ ΕΚΘΕΣΕΩΣ «ΠΑΓΚΟΣΜΙΟΣ ΕΠΙΣΤΗΜΗ ΚΑΙ ΗΝ. ΠΟΛΙΤΕΙΑΙ»: [766, 530, 1127, 593]
serial-text-right: [193, 1068, 364, 2142]
auction-ad-text: [1179, 1196, 1580, 1248]
school-paragraph: Φέρεται εἰς γνῶσιν τῶν ἐνδιαφερομένων καὶ ὑπενθυμίζεται ὅτι ἡ Κυκλείνη 'Επαγγελματικὴ Τεχνικὴ Σχολή, δέχεται ἐγγραφὰς μαθητῶν διὰ τὸ νέον σχολικὸν ἔτος. Αἱ ἐγγραφαὶ γίνονται καθ' ἑκάστην εἰς τὰ γραφεῖα τῆς Σχολῆς.: [376, 347, 722, 422]
